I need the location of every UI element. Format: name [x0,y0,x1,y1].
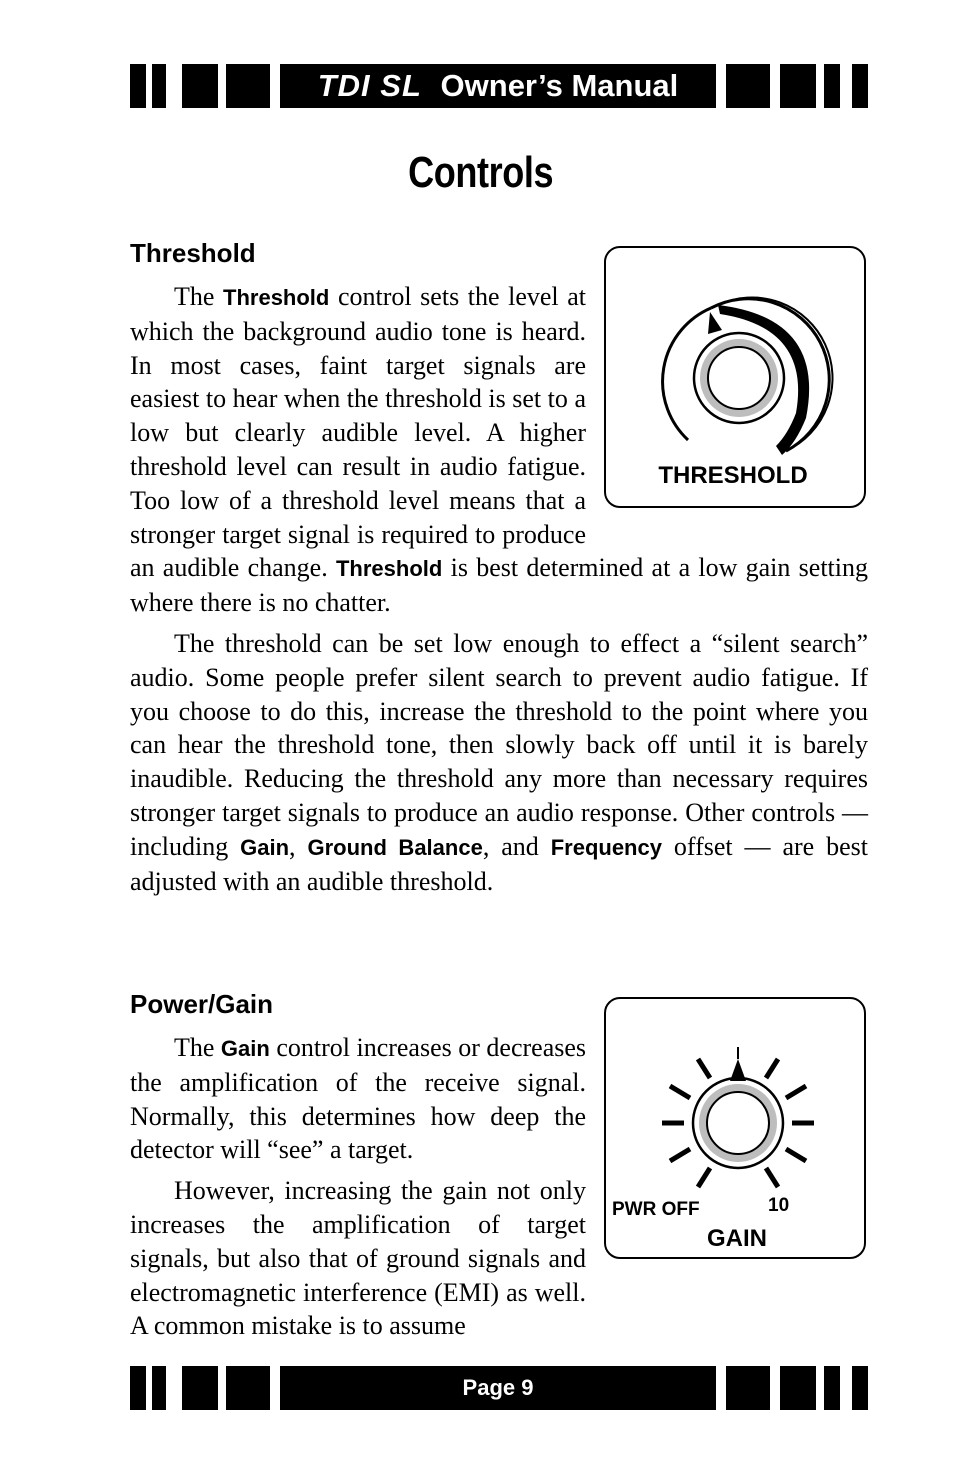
threshold-paragraph-2 [130,627,868,898]
header-stripe [780,64,816,108]
header-text: Owner’s Manual [440,68,679,103]
text-run: offset — are best adjusted with an audible threshold. [130,831,868,896]
text-run: The [174,282,224,311]
page-number: Page 9 [462,1375,534,1400]
threshold-text [130,280,868,898]
footer-stripe [130,1366,146,1410]
footer-stripe [182,1366,218,1410]
footer-center [280,1366,716,1410]
gain-off-label: PWR OFF [612,1199,700,1220]
header-stripe [152,64,166,108]
control-name: Ground Balance [307,834,483,860]
text-run: The threshold can be set low enough to effect a “silent search” audio. Some people prefer silent search to prevent audio fatigue. If you choose to do this, increase the threshold to the point where you can hear the threshold tone, then slowly back off until it is barely inaudible. Reducing the threshold any more than necessary requires stronger target signals to produce an audio response. Other controls — including [130,628,868,861]
header-stripe [852,64,868,108]
text-run: is best determined at a low gain setting where there is no chatter. [130,553,868,618]
footer-stripe [726,1366,770,1410]
header-stripe [824,64,840,108]
header-stripe [182,64,218,108]
page-title: Controls [408,148,554,197]
header-bar [130,64,868,108]
footer-stripe [824,1366,840,1410]
footer-stripe [226,1366,270,1410]
power-gain-text [130,1031,868,1343]
header-title [280,64,716,108]
gain-knob-label: GAIN [707,1225,767,1252]
control-name: Frequency [550,834,662,860]
power-gain-text-float [606,1031,868,1271]
section-heading-threshold: Threshold [130,238,256,268]
footer-stripe [780,1366,816,1410]
control-name: Gain [240,834,290,860]
threshold-text-float [606,280,868,526]
gain-max-label: 10 [768,1195,790,1216]
text-run: , [289,831,308,861]
header-brand: TDI SL [317,68,422,103]
header-stripe [226,64,270,108]
footer-stripe [152,1366,166,1410]
control-name: Gain [220,1036,270,1061]
text-run: The [174,1033,221,1062]
control-name: Threshold [223,285,330,310]
footer-bar [130,1366,868,1410]
header-stripe [130,64,146,108]
footer-stripe [852,1366,868,1410]
text-run: control increases or decreases the amplification of the receive signal. Normally, this determines how deep the detector will “see” a target. [130,1033,587,1165]
section-heading-power-gain: Power/Gain [130,989,274,1019]
threshold-knob-label: THRESHOLD [658,462,808,489]
text-run: control sets the level at which the background audio tone is heard. In most cases, faint target signals are easiest to hear when the threshold is set to a low but clearly audible level. A higher threshold level can result in audio fatigue. Too low of a threshold level means that a stronger target signal is required to produce an audible change. [130,282,587,583]
text-run: However, increasing the gain not only increases the amplification of target signals, but also that of ground signals and electromagnetic interference (EMI) as well. A common mistake is to assume [130,1176,586,1341]
header-stripe [726,64,770,108]
control-name: Threshold [335,556,443,582]
text-run: , and [482,831,551,861]
